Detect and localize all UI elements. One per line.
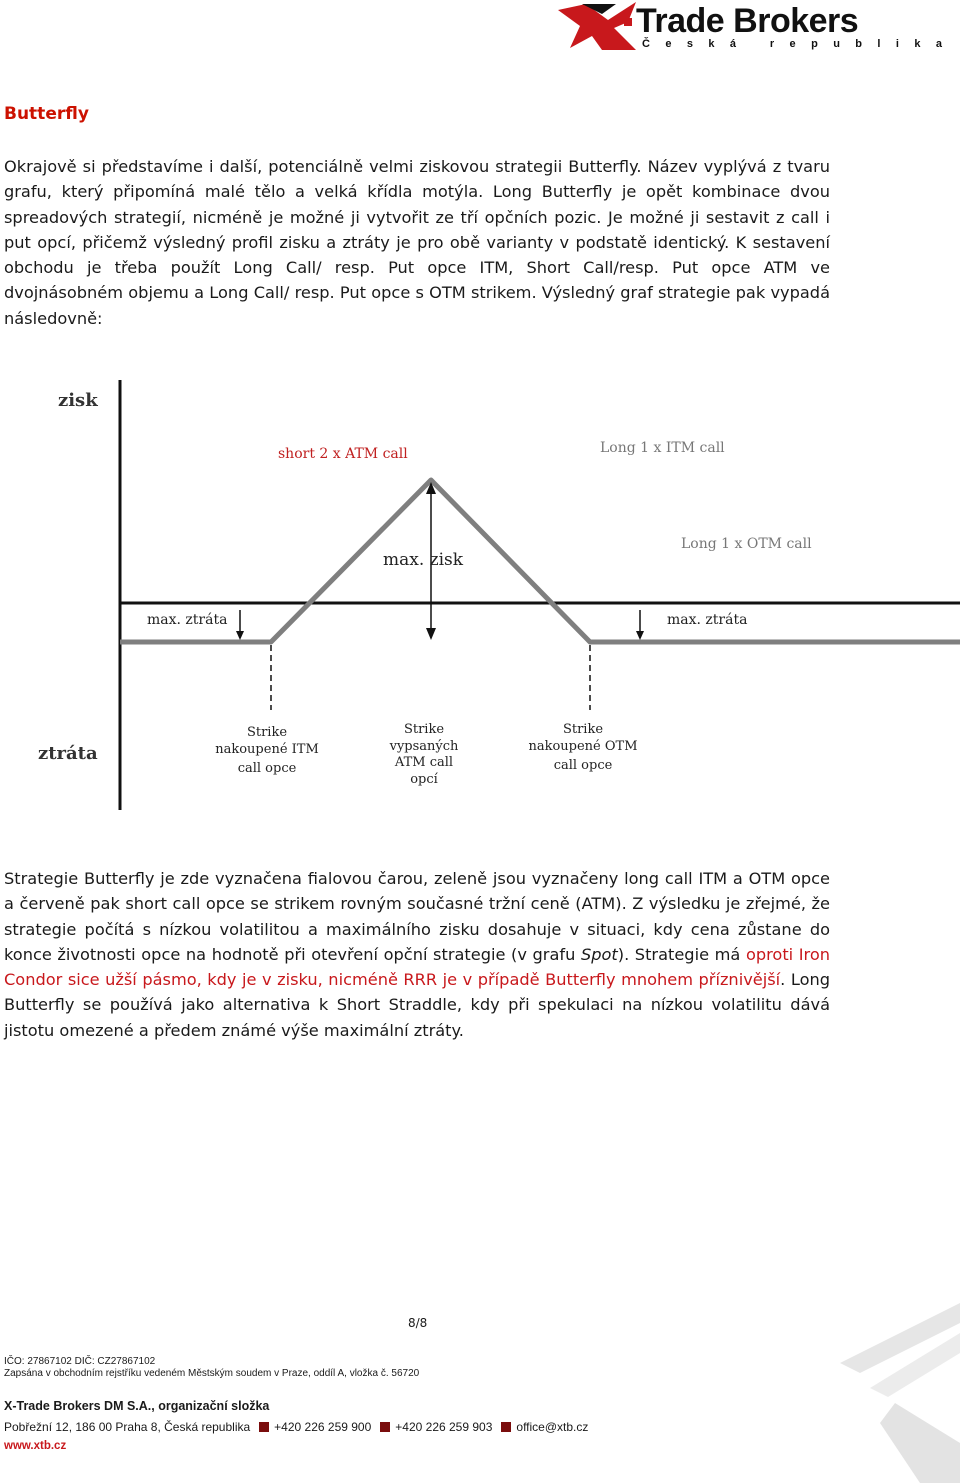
max-loss-right-label: max. ztráta xyxy=(667,612,748,628)
strike-itm-line1: Strike xyxy=(246,725,288,740)
strike-atm-line3: ATM call xyxy=(394,755,454,770)
butterfly-payoff-diagram xyxy=(0,370,960,820)
strike-atm-caption xyxy=(389,722,459,787)
y-label-zisk: zisk xyxy=(58,390,98,411)
max-profit-label: max. zisk xyxy=(383,550,464,570)
logo-subtitle: Česká republika xyxy=(642,38,958,50)
footer-address: Pobřežní 12, 186 00 Praha 8, Česká republika xyxy=(4,1420,251,1434)
intro-paragraph: Okrajově si představíme i další, potenciálně velmi ziskovou strategii Butterfly. Název vyplývá z tvaru grafu, který připomíná malé tělo a velká křídla motýla. Long Butterfly je opět kombinace dvou spreadových strategií, nicméně je možné ji vytvořit ze tří opčních pozic. Je možné ji sestavit z call i put opcí, přičemž výsledný profil zisku a ztráty je pro obě varianty v podstatě identický. K sestavení obchodu je třeba použít Long Call/ resp. Put opce ITM, Short Call/resp. Put opce ATM ve dvojnásobném objemu a Long Call/ resp. Put opce s OTM strikem. Výsledný graf strategie pak vypadá následovně: xyxy=(4,157,830,328)
page-number: 8/8 xyxy=(408,1316,428,1330)
y-label-ztrata: ztráta xyxy=(38,743,98,764)
long-itm-label: Long 1 x ITM call xyxy=(600,440,725,456)
strike-otm-line2: nakoupené OTM xyxy=(528,739,638,754)
strike-atm-line4: opcí xyxy=(410,772,438,787)
strike-otm-line3: call opce xyxy=(553,758,613,773)
short-call-label: short 2 x ATM call xyxy=(278,446,408,462)
max-loss-right-arrow-down xyxy=(636,631,644,640)
strike-atm-line1: Strike xyxy=(403,722,445,737)
strike-otm-caption xyxy=(528,722,637,773)
phone-icon xyxy=(259,1422,269,1432)
max-loss-left-label: max. ztráta xyxy=(147,612,228,628)
max-profit-arrow-down xyxy=(426,628,436,640)
footer-register: Zapsána v obchodním rejstříku vedeném Městským soudem v Praze, oddíl A, vložka č. 56720 xyxy=(4,1368,420,1379)
p2-part-a: Strategie Butterfly je zde vyznačena fialovou čarou, zeleně jsou vyznačeny long call ITM a OTM opce a červeně pak short call opce se strikem rovným současné tržní ceně (ATM). Z výsledku je zřejmé, že strategie počítá s nízkou volatilitou a maximálního zisku dosahuje v situaci, kdy cena zůstane do konce životnosti opce na hodnotě při otevření opční strategie (v grafu xyxy=(4,869,830,964)
p2-part-b: ). Strategie má xyxy=(617,944,746,964)
footer-phone2: +420 226 259 903 xyxy=(395,1420,493,1434)
footer-email[interactable]: office@xtb.cz xyxy=(516,1420,589,1434)
strike-otm-line1: Strike xyxy=(562,722,604,737)
strike-itm-line2: nakoupené ITM xyxy=(215,742,319,757)
corner-decoration-icon xyxy=(800,1293,960,1483)
max-loss-left-arrow-down xyxy=(236,631,244,640)
footer-contact-row xyxy=(4,1420,588,1434)
fax-icon xyxy=(380,1422,390,1432)
p2-spot-italic: Spot xyxy=(580,944,618,964)
long-otm-label: Long 1 x OTM call xyxy=(681,536,812,552)
strike-itm-line3: call opce xyxy=(237,761,297,776)
strike-itm-caption xyxy=(215,725,319,776)
logo-wordmark: Trade Brokers xyxy=(636,2,859,40)
footer-phone1: +420 226 259 900 xyxy=(274,1420,372,1434)
footer-web-link[interactable]: www.xtb.cz xyxy=(4,1440,67,1452)
butterfly-strategy-line xyxy=(120,480,960,642)
strike-atm-line2: vypsaných xyxy=(389,739,459,754)
section-heading: Butterfly xyxy=(4,104,89,124)
email-icon xyxy=(501,1422,511,1432)
explanation-paragraph xyxy=(4,866,830,1043)
p2-red-highlight: oproti Iron Condor sice užší pásmo, kdy je v zisku, nicméně RRR je v případě Butterfly mnohem příznivější xyxy=(4,944,830,990)
p2-part-c: . Long Butterfly se používá jako alternativa k Short Straddle, kdy při spekulaci na nízkou volatilitu dává jistotu omezené a předem známé výše maximální ztráty. xyxy=(4,970,831,1040)
footer-company: X-Trade Brokers DM S.A., organizační složka xyxy=(4,1399,270,1413)
footer-ico: IČO: 27867102 DIČ: CZ27867102 xyxy=(4,1356,156,1367)
